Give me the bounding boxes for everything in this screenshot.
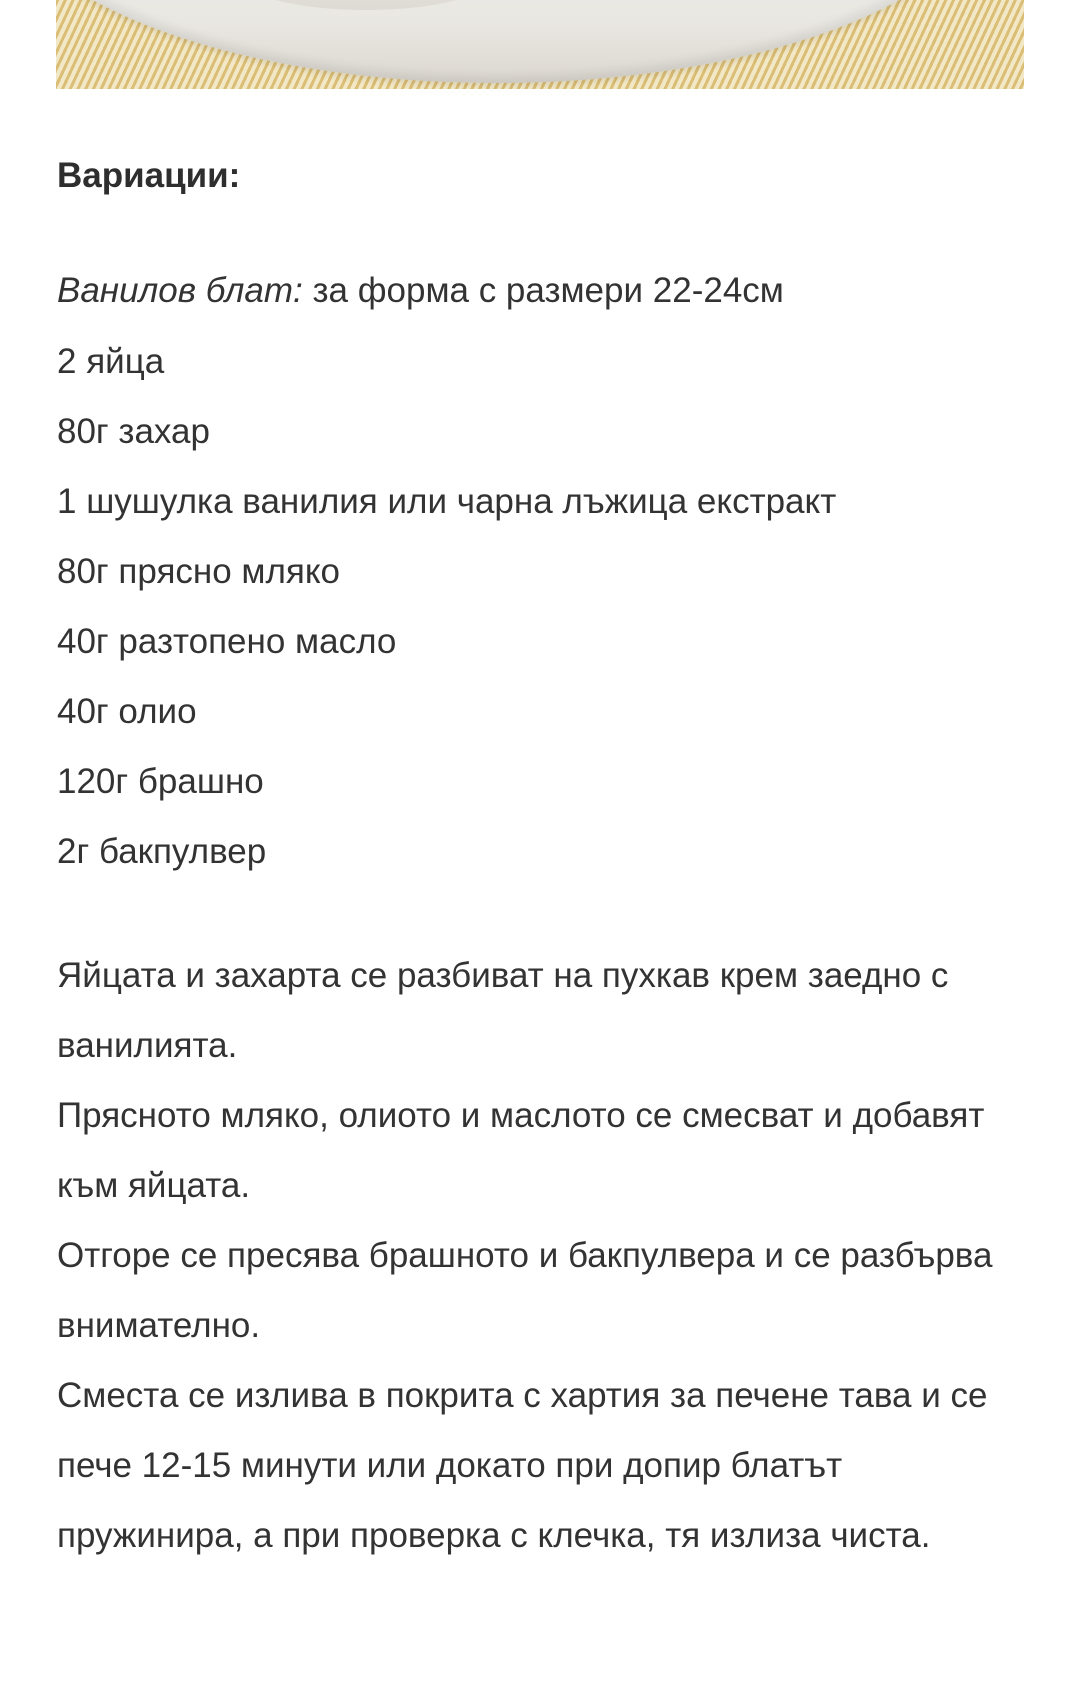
instruction-step: Сместа се излива в покрита с хартия за печене тава и се пече 12-15 минути или докато при допир блатът пружинира, а при проверка с клечка, тя излиза чиста. <box>57 1376 988 1555</box>
variant-line <box>57 256 784 326</box>
ingredient-item: 80г захар <box>57 412 210 451</box>
variant-detail: за форма с размери 22-24см <box>302 271 784 310</box>
variant-name: Ванилов блат: <box>57 271 303 310</box>
ingredient-item: 2г бакпулвер <box>57 832 267 871</box>
recipe-photo <box>56 0 1024 89</box>
section-heading: Вариации: <box>57 156 241 195</box>
ingredient-item: 120г брашно <box>57 762 264 801</box>
instruction-step: Отгоре се пресява брашното и бакпулвера и се разбърва внимателно. <box>57 1236 993 1345</box>
instruction-step: Прясното мляко, олиото и маслото се смесват и добавят към яйцата. <box>57 1096 985 1205</box>
ingredient-list <box>57 327 836 887</box>
instructions <box>57 941 1027 1571</box>
ingredient-item: 2 яйца <box>57 342 165 381</box>
ingredient-item: 40г олио <box>57 692 197 731</box>
ingredient-item: 40г разтопено масло <box>57 622 397 661</box>
instruction-step: Яйцата и захарта се разбиват на пухкав крем заедно с ванилията. <box>57 956 949 1065</box>
ingredient-item: 1 шушулка ванилия или чарна лъжица екстракт <box>57 482 837 521</box>
ingredient-item: 80г прясно мляко <box>57 552 341 591</box>
plate-image <box>56 0 996 83</box>
